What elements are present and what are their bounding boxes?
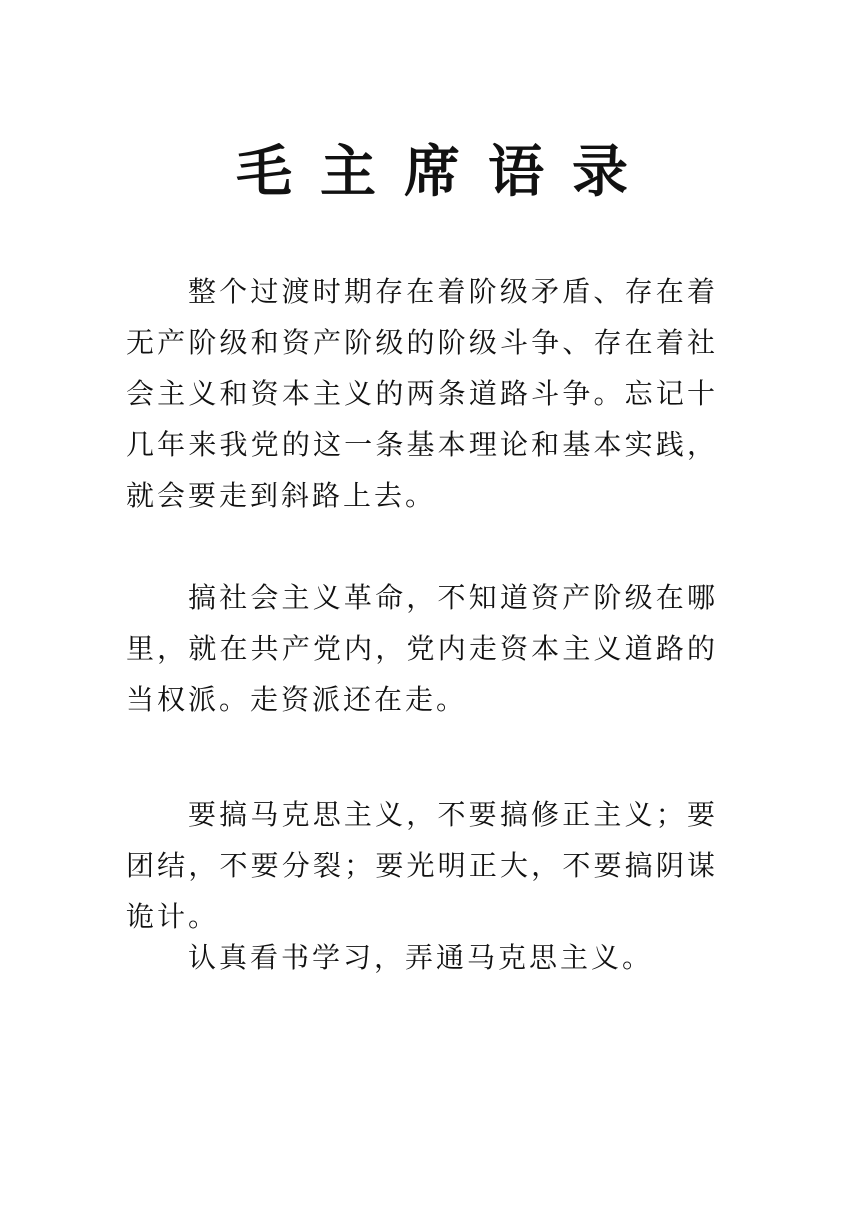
quote-paragraph-2: 搞社会主义革命，不知道资产阶级在哪里，就在共产党内，党内走资本主义道路的当权派。走资派还在走。 bbox=[126, 581, 718, 716]
quote-paragraph-1: 整个过渡时期存在着阶级矛盾、存在着无产阶级和资产阶级的阶级斗争、存在着社会主义和资本主义的两条道路斗争。忘记十几年来我党的这一条基本理论和基本实践，就会要走到斜路上去。 bbox=[126, 275, 718, 512]
quote-paragraph-4: 认真看书学习，弄通马克思主义。 bbox=[188, 941, 654, 974]
page-title: 毛主席语录 bbox=[236, 139, 656, 205]
quote-paragraph-3: 要搞马克思主义，不要搞修正主义；要团结，不要分裂；要光明正大，不要搞阴谋诡计。 bbox=[126, 798, 718, 933]
